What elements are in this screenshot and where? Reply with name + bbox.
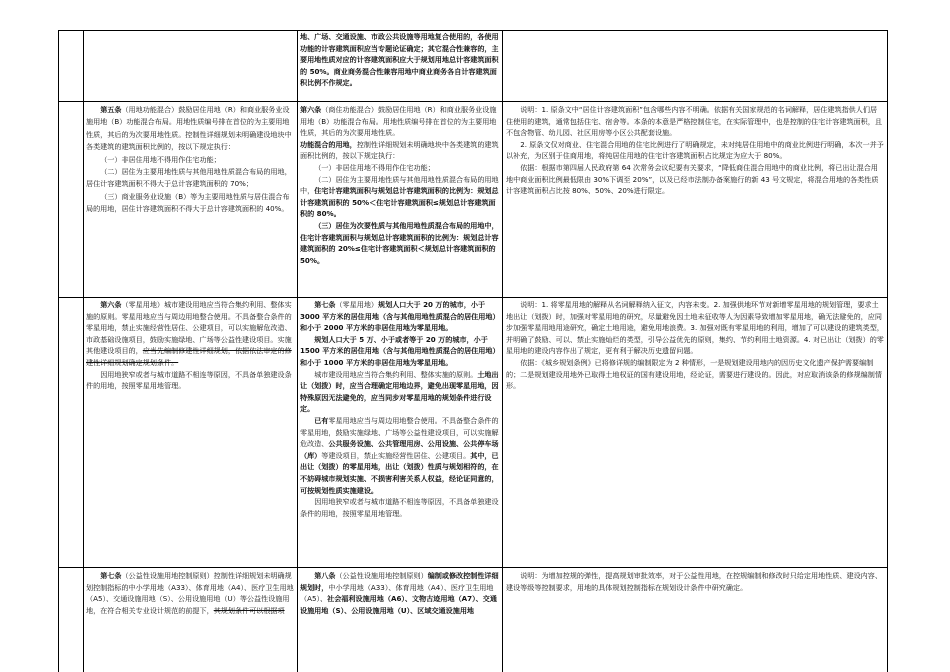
table-paragraph: 第七条（零星用地）规划人口大于 20 万的城市，小于 3000 平方米的居住用地（含与其他用地性质混合的居住用地）和小于 2000 平方米的非居住用地为零星用地。 xyxy=(300,300,497,333)
table-paragraph: 第七条（公益性设施用地控制原则）控制性详细规划未明确规划控制指标的中小学用地（A33）、体育用地（A4）、医疗卫生用地（A5）、交通设施用地（S）、公用设施用地（U）等公益性设施用地，在符合相关专业设计规范的前提下，其规划条件可以根据项 xyxy=(86,571,294,615)
table-paragraph: 说明：为增加控规的弹性，提高规划审批效率，对于公益性用地，在控规编制和修改时只给定用地性质、建设内容、建设等级等控制要求，用地的具体规划控制指标在规划设计条件中研究确定。 xyxy=(506,571,882,592)
table-paragraph: 规划人口大于 5 万、小于或者等于 20 万的城市，小于 1500 平方米的居住用地（含与其他用地性质混合的居住用地）和小于 1000 平方米的非居住用地为零星用地。 xyxy=(300,334,497,367)
table-paragraph: 已有零星用地应当与周边用地整合使用。不具备整合条件的零星用地，鼓励实施绿地、广场等公益性建设项目，可以实施解危改造、公共服务设施、公共管理用房、公用设施、公共停车场（库）等建设项目，禁止实施经营性居住、公建项目。其中，已出让（划拨）的零星用地，出让（划拨）性质与规划相符的，在不妨碍城市规划实施、不损害利害关系人权益，经论证同意的，可按规划性质实施建设。 xyxy=(300,415,499,495)
table-cell-explanation-row2 xyxy=(506,299,884,567)
table-paragraph: （三）居住为次要性质与其他用地性质混合布局的用地中，住宅计容建筑面积与规划总计容建筑面积的比例为：规划总计容建筑面积的 20%≤住宅计容建筑面积＜规划总计容建筑面积的 50%。 xyxy=(300,220,499,265)
table-paragraph: 地、广场、交通设施、市政公共设施等用地复合使用的，各使用功能的计容建筑面积应当专题论证确定；其它混合性兼容的，主要用地性质对应的计容建筑面积应大于规划用地总计容建筑面积的 50%。商业商务混合性兼容用地中商业商务各自计容建筑面积比例不作规定。 xyxy=(300,32,499,88)
table-cell-original-row3 xyxy=(86,570,294,672)
table-cell-original-row2 xyxy=(86,299,294,567)
table-row-divider xyxy=(58,101,888,102)
table-paragraph: 城市建设用地应当符合集约利用、整体实施的原则。土地出让（划拨）时，应当合理确定用地边界，避免出现零星用地，因特殊原因无法避免的，应当同步对零星用地的规划条件进行设定。 xyxy=(300,369,499,414)
table-cell-revised-row3 xyxy=(300,570,499,672)
table-paragraph: 说明：1. 原条文中“居住计容建筑面积”包含哪些内容不明确。依据有关国家规范的名词解释，居住建筑指供人们居住使用的建筑，通常包括住宅、宿舍等。本条的本意是严格控制住宅，在实际管理中，也是控制的住宅计容建筑面积，且不包含物管、幼儿园、社区用房等小区公共配套设施。 xyxy=(506,105,882,138)
table-paragraph: （三）商业服务业设施（B）等为主要用地性质与居住混合布局的用地，居住计容建筑面积不得大于总计容建筑面积的 40%。 xyxy=(86,191,290,214)
table-paragraph: （一）非居住用地不得用作住宅功能； xyxy=(314,162,435,172)
table-paragraph: （二）居住为主要用地性质与其他用地性质混合布局的用地，居住计容建筑面积不得大于总计容建筑面积的 70%； xyxy=(86,167,292,189)
table-column-divider xyxy=(502,30,503,672)
table-paragraph: 第六条（零星用地）城市建设用地应当符合集约利用、整体实施的原则。零星用地应当与周边用地整合使用。不具备整合条件的零星用地，禁止实施经营性居住、公建项目，可以实施解危改造、市政基础设施项目，鼓励实施绿地、广场等公益性建设项目。实施其他建设项目的，应当先编制修建性详细规划，依据依法审定的修建性详细规划确定规划条件。 xyxy=(86,300,292,367)
table-border-right xyxy=(887,30,888,672)
table-column-divider xyxy=(83,30,84,672)
table-cell-original-row1 xyxy=(86,104,294,296)
table-paragraph: 2. 原条文仅对商业、住宅混合用地的住宅比例进行了明确规定，未对纯居住用地中的商业比例进行明确，本次一并予以补充，为区别于住商用地，将纯居住用地的住宅计容建筑面积占比规定为应大于 80%。 xyxy=(506,139,884,161)
table-row-divider xyxy=(58,567,888,568)
table-paragraph: 依据：根据市第四届人民政府第 64 次常务会议纪要有关要求，“降低商住混合用地中的商业比例，将已出让混合用地中商业面积比例最低限由 30%下调至 20%”，以及已经市法制办备案施行的新 43 号文规定，将混合用地的各类性质计容建筑面积占比按 80%、50%、20%进行限定。 xyxy=(506,162,879,196)
table-cell-revised-row2 xyxy=(300,299,499,567)
table-border-left xyxy=(58,30,59,672)
table-cell-revised-row1 xyxy=(300,104,499,296)
table-paragraph: 第五条（用地功能混合）鼓励居住用地（R）和商业服务业设施用地（B）功能混合布局。用地性质编号排在首位的为主要用地性质，其后的为次要用地性质。控制性详细规划未明确建设地块中各类建筑的建筑面积比例的，按以下规定执行： xyxy=(86,105,292,152)
table-paragraph: （一）非居住用地不得用作住宅功能； xyxy=(100,154,221,164)
table-paragraph: 说明：1. 将零星用地的解释从名词解释纳入征文，内容未变。2. 加强供地环节对新增零星用地的规划管理，要求土地出让（划拨）时，加强对零星用地的研究，尽量避免因土地未征收等人为因素导致增加零星用地，确无法避免的，应同步加强零星用地用途研究，确定土地用途，避免用地浪费。3. 加强对既有零星用地的利用，增加了可以建设的建筑类型，并明确了鼓励、可以、禁止实施灿烂的类型，引导公益优先的原则，集约、节约利用土地资源。4. 对已出让（划拨）的零星用地的建设内容作出了规定，更有利于解决历史遗留问题。 xyxy=(506,300,884,356)
table-paragraph: 第八条（公益性设施用地控制原则）编制或修改控制性详细规划时，中小学用地（A33）、体育用地（A4）、医疗卫生用地（A5）、社会福利设施用地（A6）、文物古迹用地（A7）、交通设施用地（S）、公用设施用地（U）、区域交通设施用地 xyxy=(300,571,499,615)
table-cell-explanation-row3 xyxy=(506,570,884,672)
table-paragraph: 因用地狭窄或者与城市道路不相连等原因，不具备单独建设条件的用地，按照零星用地管理。 xyxy=(300,497,499,518)
table-cell-revised-row0 xyxy=(300,31,499,101)
table-paragraph: 因用地狭窄或者与城市道路不相连等原因，不具备单独建设条件的用地，按照零星用地管理。 xyxy=(86,369,292,391)
table-paragraph: 第六条（商住功能混合）鼓励居住用地（R）和商业服务业设施用地（B）功能混合布局。用地性质编号排在首位的为主要用地性质，其后的为次要用地性质。 xyxy=(300,105,497,138)
table-column-divider xyxy=(297,30,298,672)
table-paragraph: 功能混合的用地，控制性详细规划未明确地块中各类建筑的建筑面积比例的，按以下规定执行： xyxy=(300,139,499,161)
table-paragraph: （二）居住为主要用地性质与其他用地性质混合布局的用地中，住宅计容建筑面积与规划总计容建筑面积的比例为：规划总计容建筑面积的 50%＜住宅计容建筑面积≤规划总计容建筑面积的 80%。 xyxy=(300,174,499,219)
table-cell-explanation-row1 xyxy=(506,104,884,296)
table-row-divider xyxy=(58,297,888,298)
table-paragraph: 依据：《城乡规划条例》已将修详规的编制限定为 2 种情形，一是规划建设用地内的因历史文化遗产保护需要编制的；二是规划建设用地外已取得土地权证的国有建设用地，经论证，需要进行建设的。因此，对应取消该条的修规编制情形。 xyxy=(506,357,882,391)
